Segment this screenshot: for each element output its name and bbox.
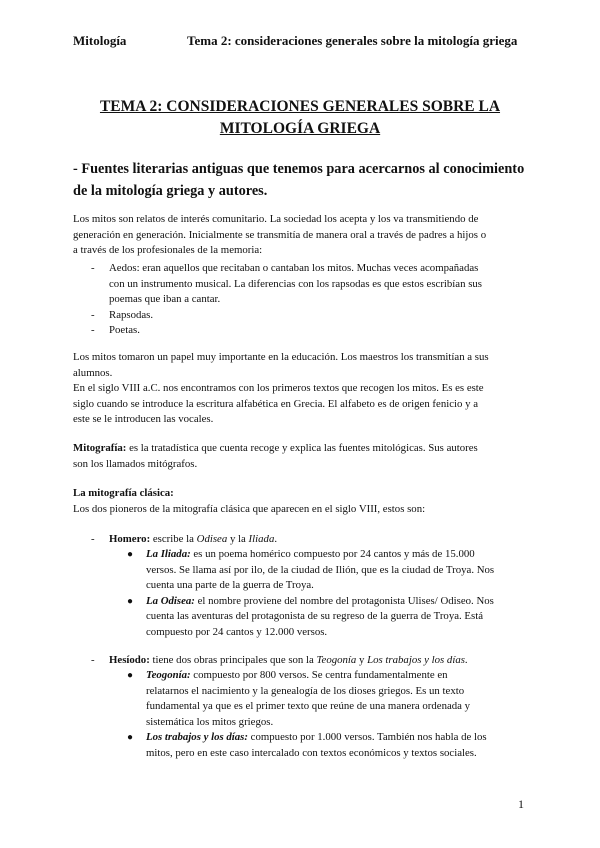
section-intro: Los dos pioneros de la mitografía clásica que aparecen en el siglo VIII, estos son: bbox=[73, 502, 426, 515]
dash-marker: - bbox=[91, 308, 95, 321]
list-item bbox=[127, 730, 533, 761]
dash-marker: - bbox=[91, 654, 95, 666]
list-item bbox=[91, 261, 533, 308]
list-item-line: poemas que iban a cantar. bbox=[109, 293, 221, 305]
title-line-1: TEMA 2: CONSIDERACIONES GENERALES SOBRE LA bbox=[99, 98, 501, 115]
list-item bbox=[91, 308, 533, 324]
homero-item bbox=[91, 532, 533, 548]
page-title bbox=[90, 96, 510, 140]
list-item bbox=[127, 547, 533, 594]
header-right: Tema 2: consideraciones generales sobre la mitología griega bbox=[187, 33, 518, 48]
work-line: compuesto por 24 cantos y 12.000 versos. bbox=[146, 625, 328, 638]
work-term: La Iliada: bbox=[146, 548, 191, 560]
header-left: Mitología bbox=[73, 33, 127, 48]
list-item-line: con un instrumento musical. La diferencias con los rapsodas es que estos escribían sus bbox=[109, 277, 482, 290]
work-text: es un poema homérico compuesto por 24 cantos y más de 15.000 bbox=[190, 548, 475, 560]
mitografia-term: Mitografía: bbox=[73, 442, 127, 454]
education-line: siglo cuando se introduce la escritura alfabética en Grecia. El alfabeto es de origen fenicio y a bbox=[73, 397, 478, 410]
education-line: Los mitos tomaron un papel muy importante en la educación. Los maestros los transmitían a sus bbox=[73, 351, 489, 363]
work-line: mitos, pero en este caso intercalado con textos económicos y textos sociales. bbox=[146, 746, 477, 759]
author-text: y la bbox=[227, 533, 249, 545]
education-line: En el siglo VIII a.C. nos encontramos con los primeros textos que recogen los mitos. Es es este bbox=[73, 382, 484, 394]
author-text: . bbox=[464, 654, 468, 666]
bullet-marker: ● bbox=[127, 670, 134, 681]
work-term: La Odisea: bbox=[146, 594, 195, 607]
bullet-marker: ● bbox=[127, 732, 134, 743]
work-line: relatarnos el nacimiento y la genealogía de los dioses griegos. Es un texto bbox=[146, 684, 465, 697]
work-title: Los trabajos y los días bbox=[367, 654, 465, 666]
work-line: sistemática los mitos griegos. bbox=[146, 715, 274, 728]
dash-marker: - bbox=[91, 533, 95, 545]
hesiodo-item bbox=[91, 653, 533, 669]
work-title: Iliada bbox=[248, 533, 275, 545]
work-term: Los trabajos y los días: bbox=[146, 731, 248, 743]
work-text: compuesto por 1.000 versos. También nos habla de los bbox=[247, 731, 487, 743]
author-text: y bbox=[356, 654, 368, 666]
work-line: cuenta una parte de la guerra de Troya. bbox=[146, 579, 314, 591]
dash-marker: - bbox=[91, 262, 95, 274]
work-line: versos. Se llama así por ilo, de la ciudad de Ilión, que es la ciudad de Troya. Nos bbox=[146, 563, 495, 576]
homero-works-list bbox=[127, 547, 533, 640]
work-term: Teogonía: bbox=[146, 669, 191, 681]
subtitle-line-1: - Fuentes literarias antiguas que tenemos para acercarnos al conocimiento bbox=[73, 161, 525, 177]
mitografia-text: es la tratadística que cuenta recoge y explica las fuentes mitológicas. Sus autores bbox=[126, 442, 478, 454]
list-item bbox=[127, 668, 533, 730]
work-title: Teogonía bbox=[316, 654, 357, 666]
work-text: el nombre proviene del nombre del protagonista Ulises/ Odiseo. Nos bbox=[194, 594, 494, 607]
list-item-line: Poetas. bbox=[109, 324, 140, 336]
education-paragraph bbox=[73, 350, 533, 428]
section-heading: La mitografía clásica: bbox=[73, 487, 174, 499]
author-text: escribe la bbox=[150, 533, 197, 545]
list-item bbox=[127, 594, 533, 641]
mitografia-line-2: son los llamados mitógrafos. bbox=[73, 457, 198, 470]
work-line: fundamental ya que es el primer texto que reúne de una manera ordenada y bbox=[146, 700, 471, 712]
author-name: Homero: bbox=[109, 533, 151, 545]
page-number: 1 bbox=[518, 797, 524, 811]
work-title: Odisea bbox=[196, 533, 228, 545]
intro-line: Los mitos son relatos de interés comunitario. La sociedad los acepta y los va transmitiendo de bbox=[73, 213, 479, 225]
list-item-line: Aedos: eran aquellos que recitaban o cantaban los mitos. Muchas veces acompañadas bbox=[109, 262, 479, 274]
education-line: alumnos. bbox=[73, 366, 113, 379]
title-line-2: MITOLOGÍA GRIEGA bbox=[219, 120, 381, 137]
subtitle-line-2: de la mitología griega y autores. bbox=[73, 183, 268, 199]
author-name: Hesíodo: bbox=[109, 654, 150, 666]
bullet-marker: ● bbox=[127, 595, 134, 607]
dash-marker: - bbox=[91, 324, 95, 336]
author-text: tiene dos obras principales que son la bbox=[149, 654, 317, 666]
list-item-line: Rapsodas. bbox=[109, 308, 154, 321]
bullet-marker: ● bbox=[127, 549, 134, 560]
work-text: compuesto por 800 versos. Se centra fundamentalmente en bbox=[190, 669, 448, 681]
hesiodo-works-list bbox=[127, 668, 533, 761]
education-line: este se le introducen las vocales. bbox=[73, 413, 214, 425]
mitografia-clasica bbox=[73, 486, 533, 517]
section-subtitle bbox=[73, 158, 533, 202]
intro-line: a través de los profesionales de la memoria: bbox=[73, 244, 263, 256]
list-item bbox=[91, 323, 533, 339]
work-line: cuenta las aventuras del protagonista de su regreso de la guerra de Troya. Está bbox=[146, 610, 483, 622]
author-text: . bbox=[274, 533, 278, 545]
intro-line: generación en generación. Inicialmente se transmitía de manera oral a través de padres a hijos o bbox=[73, 228, 487, 241]
mitografia-definition bbox=[73, 441, 533, 472]
memory-professionals-list bbox=[91, 261, 533, 339]
intro-paragraph bbox=[73, 212, 533, 259]
